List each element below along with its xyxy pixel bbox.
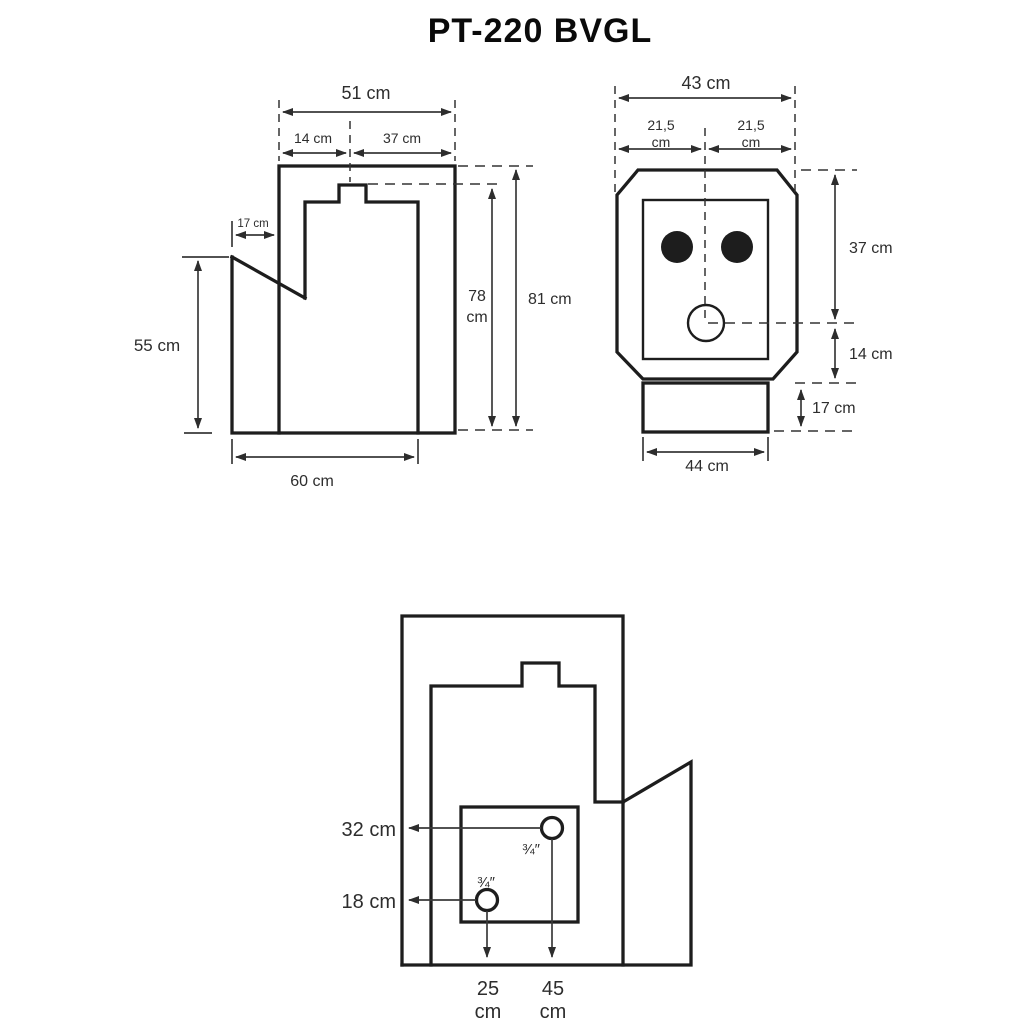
dim-label-base-height: 17 cm	[812, 400, 856, 417]
bottom-slope-flap	[402, 762, 691, 965]
dim-label-fitting-upper: ¾″	[522, 841, 540, 858]
front-upper-hole-right	[721, 231, 753, 263]
dim-label-right-conn-unit: cm	[539, 1001, 567, 1023]
dim-label-left-conn-value: 25	[476, 978, 500, 1000]
bottom-outer-outline	[402, 616, 623, 965]
dim-label-split-right: 37 cm	[382, 130, 422, 146]
bottom-fitting-lower-circle	[477, 890, 498, 911]
dim-label-overall-width: 51 cm	[341, 83, 391, 103]
dim-label-upper-conn-offset: 32 cm	[341, 819, 396, 841]
dim-label-split-left: 14 cm	[293, 130, 333, 146]
dim-label-fitting-lower: ¾″	[477, 874, 495, 891]
dim-label-half-right-value: 21,5	[737, 117, 765, 133]
side-slope-line	[232, 257, 305, 298]
front-door-frame	[643, 200, 768, 359]
dim-label-half-right-unit: cm	[741, 134, 761, 150]
dim-label-base-depth: 60 cm	[290, 473, 334, 490]
dim-label-inner-height-unit: cm	[466, 309, 488, 326]
dim-label-half-left-value: 21,5	[647, 117, 675, 133]
dim-label-base-width: 44 cm	[685, 458, 729, 475]
side-view	[134, 83, 572, 490]
dim-label-half-left-unit: cm	[651, 134, 671, 150]
front-upper-hole-left	[661, 231, 693, 263]
dim-label-shield-depth: 17 cm	[237, 218, 269, 230]
bottom-fitting-upper-circle	[542, 818, 563, 839]
dim-label-inner-height-value: 78	[468, 288, 486, 305]
front-base-outline	[643, 383, 768, 432]
front-connection-circle	[688, 305, 724, 341]
side-inner-profile	[305, 185, 418, 433]
dim-label-overall-width-front: 43 cm	[681, 73, 731, 93]
front-view	[615, 73, 893, 475]
dim-label-right-conn-value: 45	[541, 978, 565, 1000]
dim-label-overall-height: 81 cm	[528, 291, 572, 308]
dim-label-lower-conn-offset: 18 cm	[341, 891, 396, 913]
bottom-view	[342, 616, 691, 1023]
dim-label-upper-height: 37 cm	[849, 240, 893, 257]
page-title: PT-220 BVGL	[427, 12, 653, 50]
side-rear-shield	[232, 257, 279, 433]
dim-label-left-conn-unit: cm	[474, 1001, 502, 1023]
dim-label-shield-height: 55 cm	[133, 336, 181, 355]
dim-label-lower-height: 14 cm	[849, 346, 893, 363]
